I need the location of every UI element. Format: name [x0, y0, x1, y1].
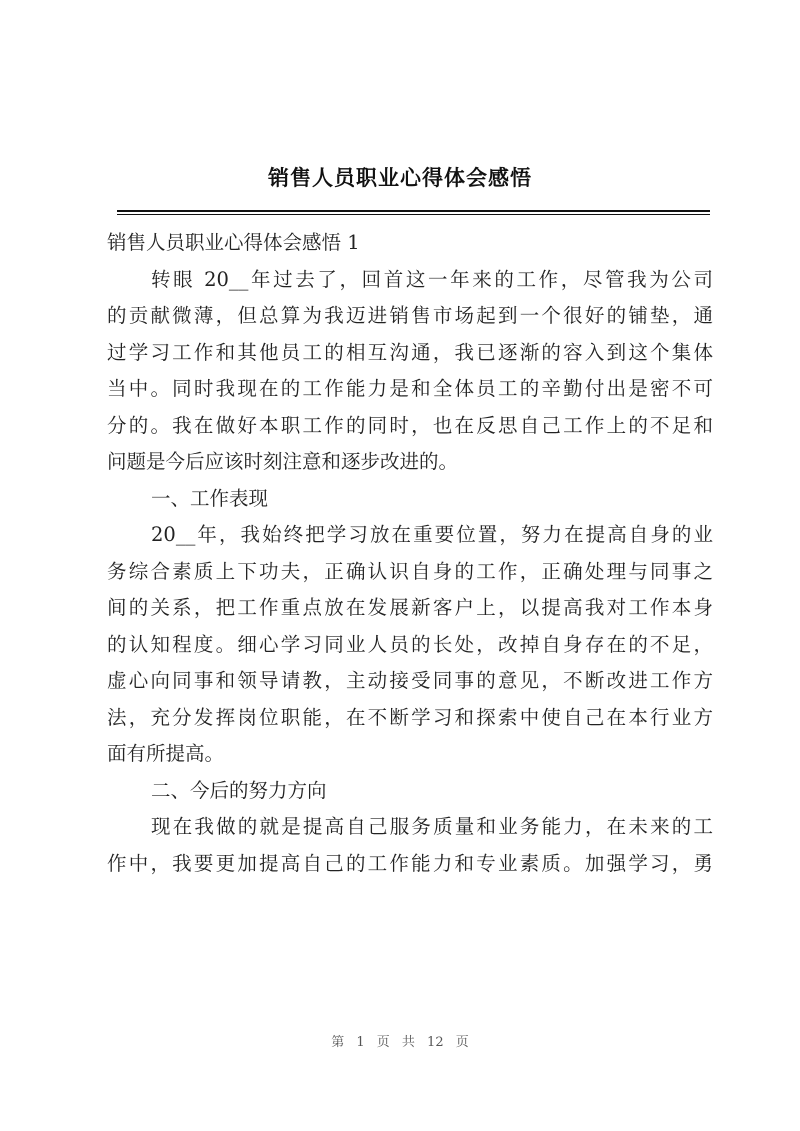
title-divider-thin — [117, 214, 710, 215]
section-heading: 销售人员职业心得体会感悟 1 — [107, 231, 360, 254]
text-line: 面有所提高。 — [107, 742, 225, 765]
text-line: 分的。我在做好本职工作的同时，也在反思自己工作上的不足和 — [107, 413, 713, 437]
text-line: 问题是今后应该时刻注意和逐步改进的。 — [107, 450, 459, 473]
text-line: 法，充分发挥岗位职能，在不断学习和探索中使自己在本行业方 — [107, 705, 713, 729]
text-line: 务综合素质上下功夫，正确认识自身的工作，正确处理与同事之 — [107, 559, 713, 583]
text-line: 当中。同时我现在的工作能力是和全体员工的辛勤付出是密不可 — [107, 377, 713, 400]
text-line: 二、今后的努力方向 — [151, 778, 327, 802]
text-line: 的认知程度。细心学习同业人员的长处，改掉自身存在的不足， — [107, 632, 713, 656]
text-line: 转眼 20__年过去了，回首这一年来的工作，尽管我为公司 — [151, 267, 713, 291]
document-title: 销售人员职业心得体会感悟 — [268, 165, 532, 190]
text-line: 一、工作表现 — [151, 486, 269, 510]
text-line: 过学习工作和其他员工的相互沟通，我已逐渐的容入到这个集体 — [107, 340, 713, 364]
title-divider-thick — [117, 210, 710, 212]
document-body — [107, 225, 713, 882]
text-line: 现在我做的就是提高自己服务质量和业务能力，在未来的工 — [151, 815, 713, 838]
text-line: 20__年，我始终把学习放在重要位置，努力在提高自身的业 — [151, 523, 713, 546]
text-line: 虚心向同事和领导请教，主动接受同事的意见，不断改进工作方 — [107, 669, 713, 692]
page-footer: 第 1 页 共 12 页 — [331, 1035, 469, 1050]
text-line: 的贡献微薄，但总算为我迈进销售市场起到一个很好的铺垫，通 — [107, 304, 713, 327]
text-line: 间的关系，把工作重点放在发展新客户上，以提高我对工作本身 — [107, 596, 713, 619]
text-line: 作中，我要更加提高自己的工作能力和专业素质。加强学习，勇 — [107, 851, 713, 875]
